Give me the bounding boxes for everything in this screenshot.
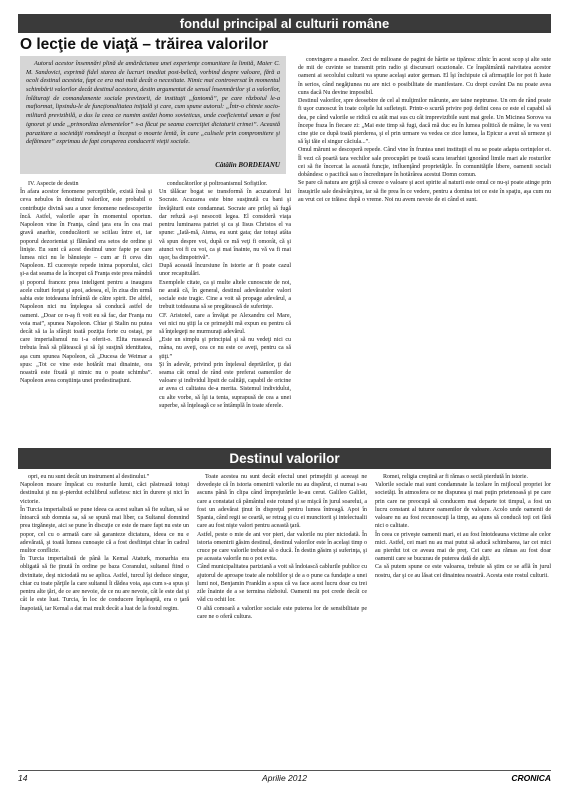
upper-column-1	[20, 180, 152, 445]
upper-column-1-text: IV. Aspecte de destin În afara acestor fenomene perceptibile, există însă şi ceva nebulos în destinul valorilor, este probabil o contribuţie divină sau a unor fenomene nedescoperite încă. Astfel, valorile apar în momentul oportun. Napoleon vine în Franţa, când ţara era în cea mai gravă anarhie, conducătorii se sciilau între ei, iar poporul dezorientat şi flămând era setos de ordine şi linişte. Eu sunt că acest destinul unor fapte pe care lumea nici nu le bănuieşte – cum ar fi ceva din Napoleon. El cucereşte repede inima poporului, căci şi-a dat seama de la început că Franţa este prea mândră şi poporul francez prea inteligent pentru a inaugura acele culturi forţat şi apoi, adesea, el, în ziua din urmă sabia este totdeauna înfrântă de către spirit. De altfel, Napoleon nici nu înţelegea să conducă astfel de oameni. „Doar ce n-aş fi voit eu să fac, dar Franţa nu voia mai”, spunea Napoleon. Chiar şi Stalin nu putea decât să ia la sfârşit toată poziţia forte cu ostaşi, pe care imperialismul nu i-a oferit-o. Elita rusească trebuia însă să plătească şi să îşi susţină identitatea, aşa cum spunea Napoleon, că „Ducesa de Weimar a spus: „Tot ce vine este hotărât mai dinainte, ora noastră este fixată şi nimic nu o poate schimba”. Napoleon avea conştiinţa unei predestinaţiuni.	[20, 181, 152, 385]
issue-date: Aprilie 2012	[262, 773, 307, 783]
lower-column-3-text: Romei, religia creştină ar fi rămas o sectă pierdută în istorie. Valorile sociale mai sunt condamnate la izolare în mijlocul propriei lor societăţi. În atmosfera ce ne dispunea şi mai puţin prietenoasă şi pe care prin care ne preocupă să conducem mai departe tot timpul, a fost un lucru constant al tuturor oamenilor de valoare. Acolo unde oamenii de valoare nu au fost recunoscuţi la timp, au ajuns să conducă toţi cei fără nici o calitate. În ceea ce priveşte oamenii mari, ei au fost întotdeauna victime ale celor mici. Astfel, cei mari nu au mai putut să aducă schimbarea, iar cei mici au pierdut tot ce aveau mai de preţ. Cei care au rămas au fost doar oamenii care se bucurau de puterea dată de alţii. Ca să putem spune ce este valoarea, trebuie să ştim ce se află în jurul nostru, dar şi ce au lăsat cei dinaintea noastră. Acesta este rostul culturii.	[375, 474, 551, 579]
lower-column-2-text: Toate acestea nu sunt decât efectul unei primejdii şi aceeaşi ne dovedeşte că în istoria omenirii valorile nu au dispărut, ci numai s-au ascuns până în clipa când împrejurările le-au cerut. Galileo Galilei, care a constatat că pământul este rotund şi se mişcă în jurul soarelui, a fost un adevărat ţinut în dispreţul pentru lumea întreagă. Apoi în Spania, când regii se ceartă, se retrag şi cu ei muncitorii şi intelectualii care au fost nişte valori pentru această ţară. Astfel, peste o mie de ani vor pieri, dar valorile nu pier niciodată. În istoria omenirii găsim destinul, destinul valorilor este în acelaşi timp o cruce pe care valorile trebuie să o ducă. În destin găsim şi suferinţa, şi pe aceasta valorile nu o pot evita. Când municipalitatea pariziană a voit să îndoiască cablurile publice cu ajutorul de aproape toate ale nobililor şi de a o pune ca fundaţie a unei lumi noi, Benjamin Franklin a spus că va face acest lucru doar cu trei zile înainte de a se termina războiul. Oamenii nu pot crede decât ce văd cu ochii lor. O altă comoară a valorilor sociale este puterea lor de sensibilitate pe care ne o oferă cultura.	[197, 474, 367, 620]
page-number: 14	[18, 773, 28, 783]
top-banner: fondul principal al culturii române	[18, 14, 551, 33]
footer-divider	[18, 770, 551, 771]
lead-text: Autorul acestor însemnări plină de amărăciunea unei experienţe comunitare la limită, Maier C. M. Sandovici, exprimă fidel starea de lucruri imediat post-belică, vorbind despre valoare, fără a ocoli destinul acesteia, fapt ce era mai mult decât o necesitate. Nimic mai controversat în momentul schimbării valorilor decât destinul acestora, destin argumentat de sensul însemnărilor şi a valorilor, înlăturaţi de comandamente sociale previzorii, de instituţii „fantomă”, pe care războiul le-a mafiormat, lipsindu-le de funcţionalitatea iniţială şi care, cum spune autorul: „Într-o chimie socio-militară previzibilă, a dus la ceea ce numim astăzi homo sovieticus, unde coeficientul uman a fost ignorat şi unde „primordiza elementelor” s-a făcut pe seama coerciţiei dictaturii crimei”. Această parazitare a societăţii româneşti a început o moarte lentă, în care „culisele prin compromitere şi defăimare” exprimau de fapt coruperea conducerii vieţii sociale.	[26, 60, 280, 146]
magazine-name: CRONICA	[511, 773, 551, 783]
page-footer	[18, 773, 551, 787]
byline: Cătălin BORDEIANU	[215, 161, 280, 170]
lower-column-3	[375, 473, 551, 765]
lower-column-1-text: opri, eu nu sunt decât un instrument al destinului.” Napoleon moare împăcat cu rosturile lumii, căci păstrează totuşi destinului şi nu şi-pierdut echilibrul sufletesc nici în durere şi nici în victorie. În Turcia imperialistă se pune ideea ca acest sultan să fie sultan, să se întoarcă sub domnia sa, să se spună mai liber, ca Sultanul domnind prea tirgăneşte, aici se pune în discuţie ce este de mare fapt nu este un popor, cel cu o armată care să garanteze dictatura, ideea ce nu e adevărată, şi toată lumea cunoaşte că a fost desfiinţat chiar în cadrul multor conflicte. În Turcia imperialistă de până la Kemal Ataturk, monarhia era obligată să fie ţinută în ordine pe baza Coranului, sultanul fiind o divinitate, deşi niciodată nu se aplica. Astfel, turcul îşi deduce singur, chiar cu toate părţile la care sultanul îi dădea voia, aşa cum s-a spus şi pentru alte ţări, de ce are nevoie, de ce nu are nevoie, cât le este dat şi cât le este luat. Turcia, în loc de conducere înţeleaptă, era o ţară înapoiată, iar Kemal a dat mai mult decât a luat de la fostul regim.	[20, 474, 189, 612]
upper-column-0-text	[20, 176, 21, 177]
lower-column-1	[20, 473, 189, 765]
lower-column-2	[197, 473, 367, 765]
upper-column-2-text: conducătorilor şi poltroanismul Sofiştilor. Un tălăcar bogat se transformă în acuzatorul lui Socrate. Acuzarea este bine susţinută cu bani şi învăţăturii este condamnat. Socrate are prilej să fugă dar refuză a-şi nesocoti legea. El consideră viaţa pentru luminarea patriei şi ca şi Iisus Christos el va spune: „Iată-mă, Atena, eu sunt gata; dar totuşi atâta vă spun despre voi, după ce mă veţi fi omorât, că şi atunci voi fi cu voi, ca şi mai înainte, nu vă va fi mai uşor, ba dimpotrivă”. După această încursiune în istorie ar fi poate cazul unor recapitulări. Exemplele citate, ca şi multe altele cunoscute de noi, ne arată că, în general, destinul adevăratelor valori sociale este tragic. Cine a voit să propage adevărul, a trebuit totdeauna să se pregătească de suferinţe. CF. Aristotel, care a învăţat pe Alexandru cel Mare, vei nici nu ştiţi la ce primejdii mă expun eu pentru că să înţelegeţi ne murmuraţi adevărul. „Este un simplu şi principial şi să nu vedeţi nici cu mâna, nu aveţi, cea ce nu este ce aveţi, pentru ca să ştiţi.” Şi în adevăr, privind prin înţelesul deprtărilor, ţi dai seama cât omul de rând este preferat oamenilor de valoare şi individul lipsit de calităţi, capabil de oricine ar avea ci calitatea de-a merita. Sistemul individului, cu alte vorbe, să îşi ia tenta, suprapusă de cea a unei superbe, să înţeleagă ce se întâmplă în toate sferele.	[159, 181, 291, 409]
upper-column-3	[298, 56, 551, 445]
upper-column-2	[159, 180, 291, 445]
lead-box	[20, 56, 286, 174]
article-headline: O lecţie de viaţă – trăirea valorilor	[20, 36, 269, 53]
upper-column-3-text: convingere a maselor. Zeci de milioane de pagini de hârtie se tipăresc zilnic în acest scop şi alte sute de mii de cuvinte se transmit prin radio şi discursuri ocazionale. Ce înspăimântă naivitatea acestor oameni ai secolului culturii va spune acelaşi autor german. El îşi închipuie că afirmaţiile lor pot fi luate în serios, când negăţiunea nu are nici o posibilitate de manifestare. Cu drept cuvânt Da nu poate avea cuns dacă Nu devine imposibil. Destinul valorilor, spre deosebire de cel al mulţimilor mărunte, are taine neptrunse. Un om de rând poate fi uşor cunoscut în toate colţele lui sufleteşti. Printr-o scurtă privire poţi defini ceea ce este el capabil să dea, pe când valorile se ridică cu atât mai sus cu cât imprevizibile sunt mai grele. Un Micinea Sorova va începe fraza în fiecare zi: „Mai este timp să fugi, dacă mă duc eu în lumea politică de mâine, le va veni cine ştie ce după toată pierderea, şi el prin urmare va vedea ce zice lumea, la Epicur a avut să urmeze şi să îşi tăie el singur căciula...”. Omul mărunt se descoperă repede. Când vine în fruntea unei instituţii el nu se poate adapta cerinţelor ei. Îl vezi că poartă tara vechilor sale preocupări pe toată scara ierarhiei ignorând limile mari ale rosturilor cei să fie încercat la această funcţie, influenţând proprietăţile. În comunităţile libere, oamenii sociali dobândesc o pacifică sau o încredinţare în hotărârea acestui Domn comun. Se pare că natura are grijă să creeze o valoare şi acei spirite al naturii este omul ce nu-şi poate atinge prin însuşirile sale desăvârşirea, iar să fie prea în ce vedere, pentru a domina tot ce este în spaţiu, aşa cum nu au vrut cei ce trăiesc după o vreme. Noi nu avem nevoie de ei când ei sunt.	[298, 57, 551, 203]
section-banner: Destinul valorilor	[18, 448, 551, 469]
